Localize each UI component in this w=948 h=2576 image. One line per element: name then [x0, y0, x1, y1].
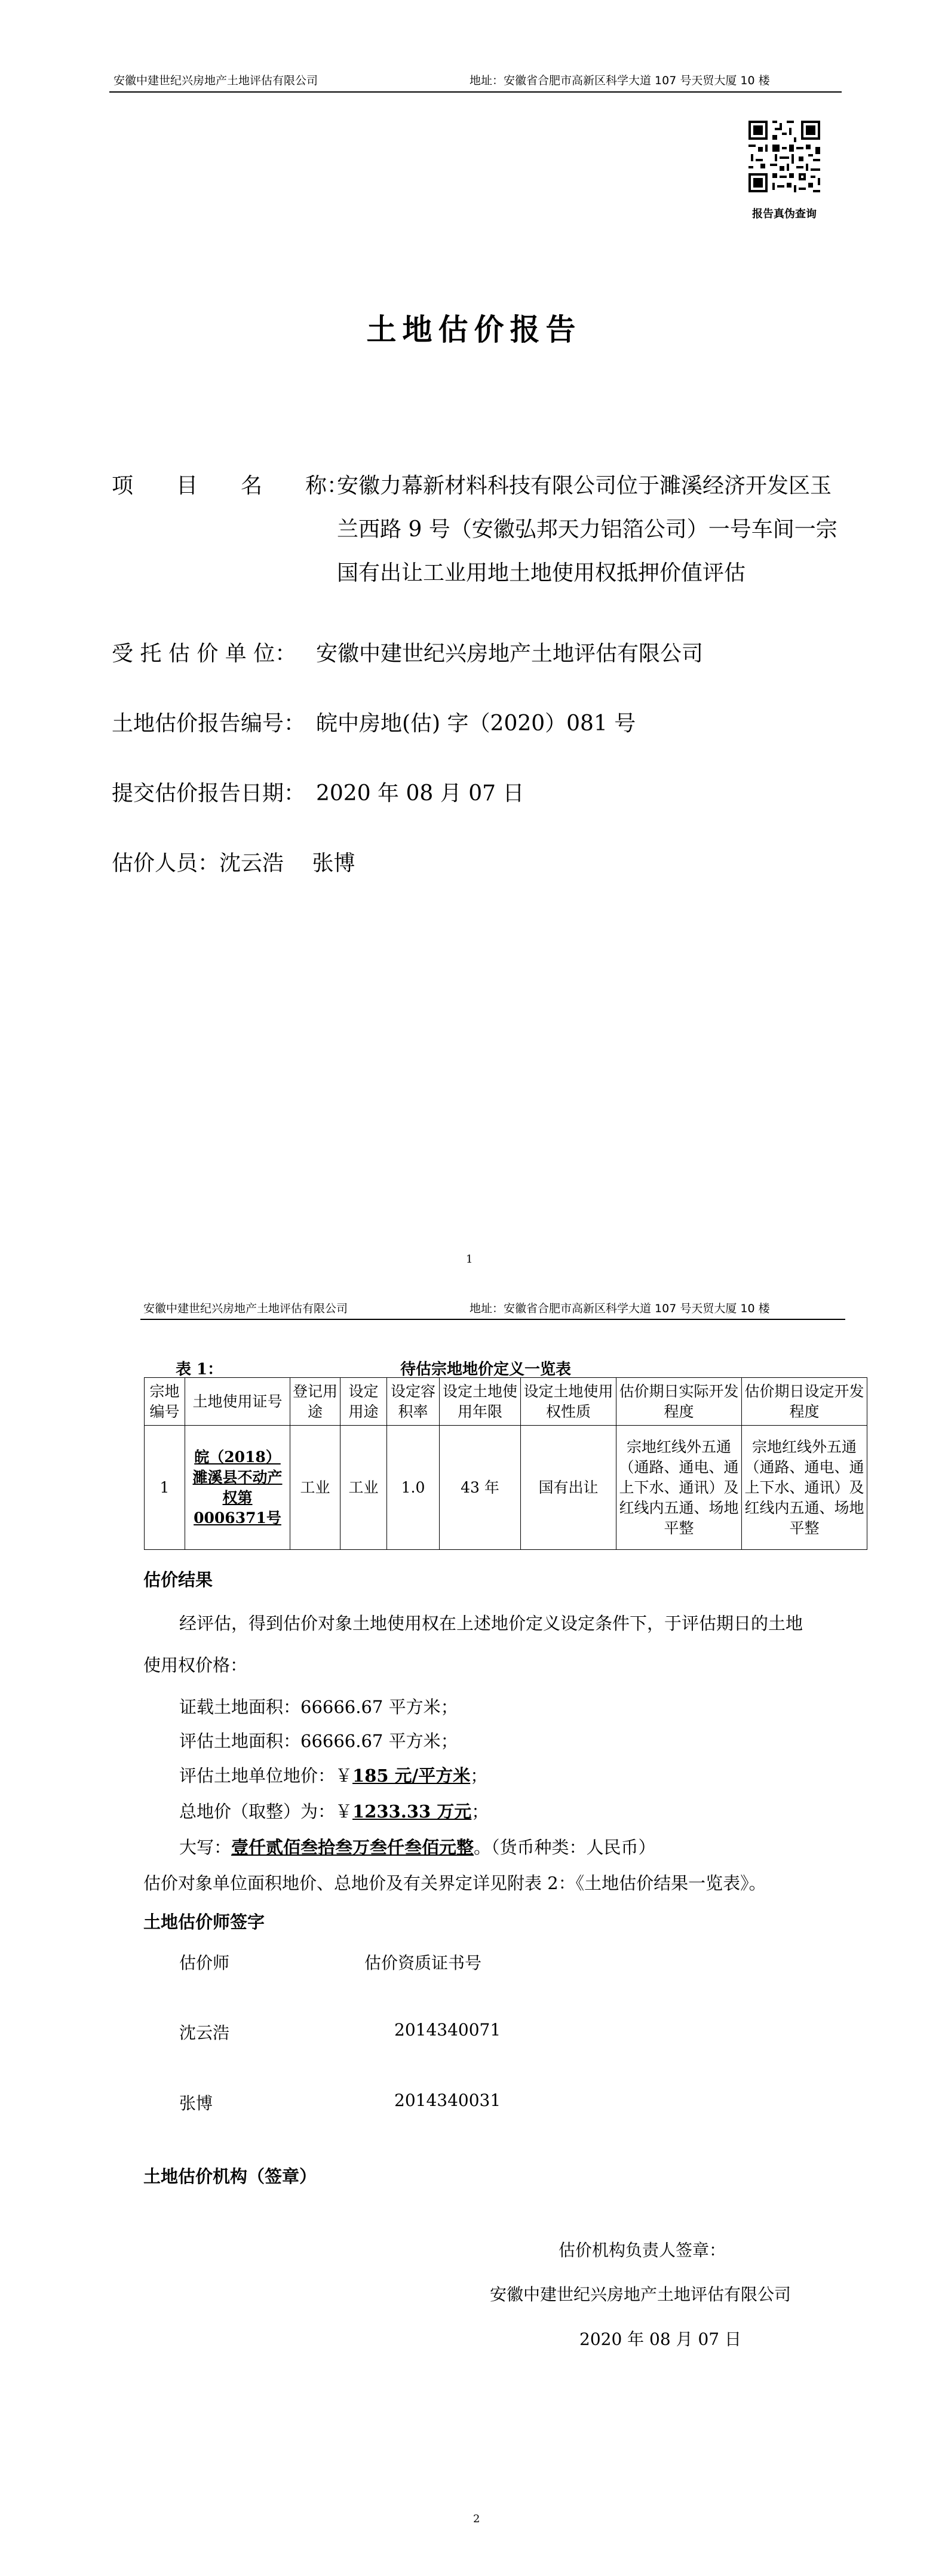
client-label: 受 托 估 价 单 位： — [112, 641, 297, 666]
total-in-words-end: 。（货币种类：人民币） — [474, 1837, 656, 1857]
appraiser-2-cert: 2014340031 — [394, 2090, 501, 2110]
submit-date-value: 2020 年 08 月 07 日 — [316, 781, 524, 806]
table-header-cell: 设定土地使用年限 — [440, 1378, 521, 1426]
table-cell: 工业 — [290, 1426, 340, 1550]
table-header-cell: 估价期日实际开发程度 — [616, 1378, 742, 1426]
sign-column-cert: 估价资质证书号 — [364, 1953, 482, 1973]
table-cell: 国有出让 — [521, 1426, 616, 1550]
total-price-end: ； — [471, 1801, 489, 1822]
table-cell: 工业 — [340, 1426, 387, 1550]
report-no-label: 土地估价报告编号： — [112, 711, 306, 736]
table-header-cell: 设定容积率 — [387, 1378, 440, 1426]
table-header-cell: 设定用途 — [340, 1378, 387, 1426]
table-header-cell: 宗地编号 — [145, 1378, 185, 1426]
header-company: 安徽中建世纪兴房地产土地评估有限公司 — [143, 1302, 348, 1315]
result-paragraph-line-1: 经评估，得到估价对象土地使用权在上述地价定义设定条件下，于评估期日的土地 — [179, 1613, 803, 1634]
table-cell-cert-no: 皖（2018）濉溪县不动产权第0006371号 — [185, 1426, 290, 1550]
table-cell: 宗地红线外五通（通路、通电、通上下水、通讯）及红线内五通、场地平整 — [616, 1426, 742, 1550]
evaluated-area: 评估土地面积：66666.67 平方米； — [179, 1731, 458, 1751]
client-value: 安徽中建世纪兴房地产土地评估有限公司 — [316, 641, 704, 666]
table-header-row — [145, 1378, 867, 1426]
project-label: 项 目 名 称： — [112, 474, 349, 498]
table-cell: 1 — [145, 1426, 185, 1550]
header-company: 安徽中建世纪兴房地产土地评估有限公司 — [113, 74, 318, 87]
table-cell: 1.0 — [387, 1426, 440, 1550]
total-in-words — [179, 1834, 656, 1859]
project-line-1: 安徽力幕新材料科技有限公司位于濉溪经济开发区玉 — [337, 474, 832, 498]
table-header-cell: 估价期日设定开发程度 — [742, 1378, 867, 1426]
sign-column-appraiser: 估价师 — [179, 1953, 230, 1973]
table-cell: 43 年 — [440, 1426, 521, 1550]
detail-note: 估价对象单位面积地价、总地价及有关界定详见附表 2：《土地估价结果一览表》。 — [143, 1873, 766, 1893]
header-address: 地址：安徽省合肥市高新区科学大道 107 号天贸大厦 10 楼 — [470, 1302, 770, 1315]
table-caption-label: 表 1： — [176, 1361, 223, 1378]
qr-code-icon — [746, 118, 823, 195]
total-in-words-value: 壹仟贰佰叁拾叁万叁仟叁佰元整 — [231, 1837, 474, 1857]
table-caption-title: 待估宗地地价定义一览表 — [400, 1361, 572, 1378]
page-number: 1 — [466, 1253, 473, 1266]
table-row — [145, 1426, 867, 1550]
unit-price-value: 185 元/平方米 — [352, 1766, 471, 1786]
appraiser-2-name: 张博 — [179, 2093, 213, 2113]
certified-area: 证载土地面积：66666.67 平方米； — [179, 1697, 458, 1717]
appraiser-1-name: 沈云浩 — [179, 2023, 230, 2043]
total-in-words-label: 大写： — [179, 1837, 232, 1857]
org-signer: 估价机构负责人签章： — [559, 2240, 726, 2260]
header-address: 地址：安徽省合肥市高新区科学大道 107 号天贸大厦 10 楼 — [470, 74, 770, 87]
header-rule — [109, 91, 842, 93]
total-price-value: 1233.33 万元 — [352, 1801, 472, 1822]
page-number: 2 — [473, 2513, 480, 2525]
appraisers-label: 估价人员： — [112, 851, 220, 876]
table-header-cell: 土地使用证号 — [185, 1378, 290, 1426]
total-price-label: 总地价（取整）为：￥ — [179, 1801, 353, 1822]
result-paragraph-line-2: 使用权价格： — [143, 1655, 248, 1675]
header-rule — [140, 1319, 845, 1320]
org-date: 2020 年 08 月 07 日 — [579, 2329, 742, 2349]
org-name: 安徽中建世纪兴房地产土地评估有限公司 — [490, 2285, 791, 2304]
land-definition-table — [144, 1377, 867, 1550]
project-line-2: 兰西路 9 号（安徽弘邦天力铝箔公司）一号车间一宗 — [337, 517, 837, 542]
report-no-value: 皖中房地(估) 字（2020）081 号 — [316, 711, 636, 736]
project-line-3: 国有出让工业用地土地使用权抵押价值评估 — [337, 561, 746, 585]
unit-price-label: 评估土地单位地价：￥ — [179, 1766, 353, 1786]
appraisers-value: 沈云浩 张博 — [219, 851, 355, 876]
table-cell: 宗地红线外五通（通路、通电、通上下水、通讯）及红线内五通、场地平整 — [742, 1426, 867, 1550]
table-header-cell: 登记用途 — [290, 1378, 340, 1426]
table-header-cell: 设定土地使用权性质 — [521, 1378, 616, 1426]
page-title: 土地估价报告 — [366, 312, 582, 347]
result-heading: 估价结果 — [143, 1570, 213, 1590]
unit-price-end: ； — [470, 1766, 488, 1786]
qr-caption: 报告真伪查询 — [752, 208, 817, 220]
total-price — [179, 1798, 489, 1823]
submit-date-label: 提交估价报告日期： — [112, 781, 306, 806]
org-heading: 土地估价机构（签章） — [143, 2166, 317, 2187]
unit-price — [179, 1763, 487, 1787]
sign-heading: 土地估价师签字 — [143, 1912, 265, 1932]
appraiser-1-cert: 2014340071 — [394, 2020, 501, 2040]
